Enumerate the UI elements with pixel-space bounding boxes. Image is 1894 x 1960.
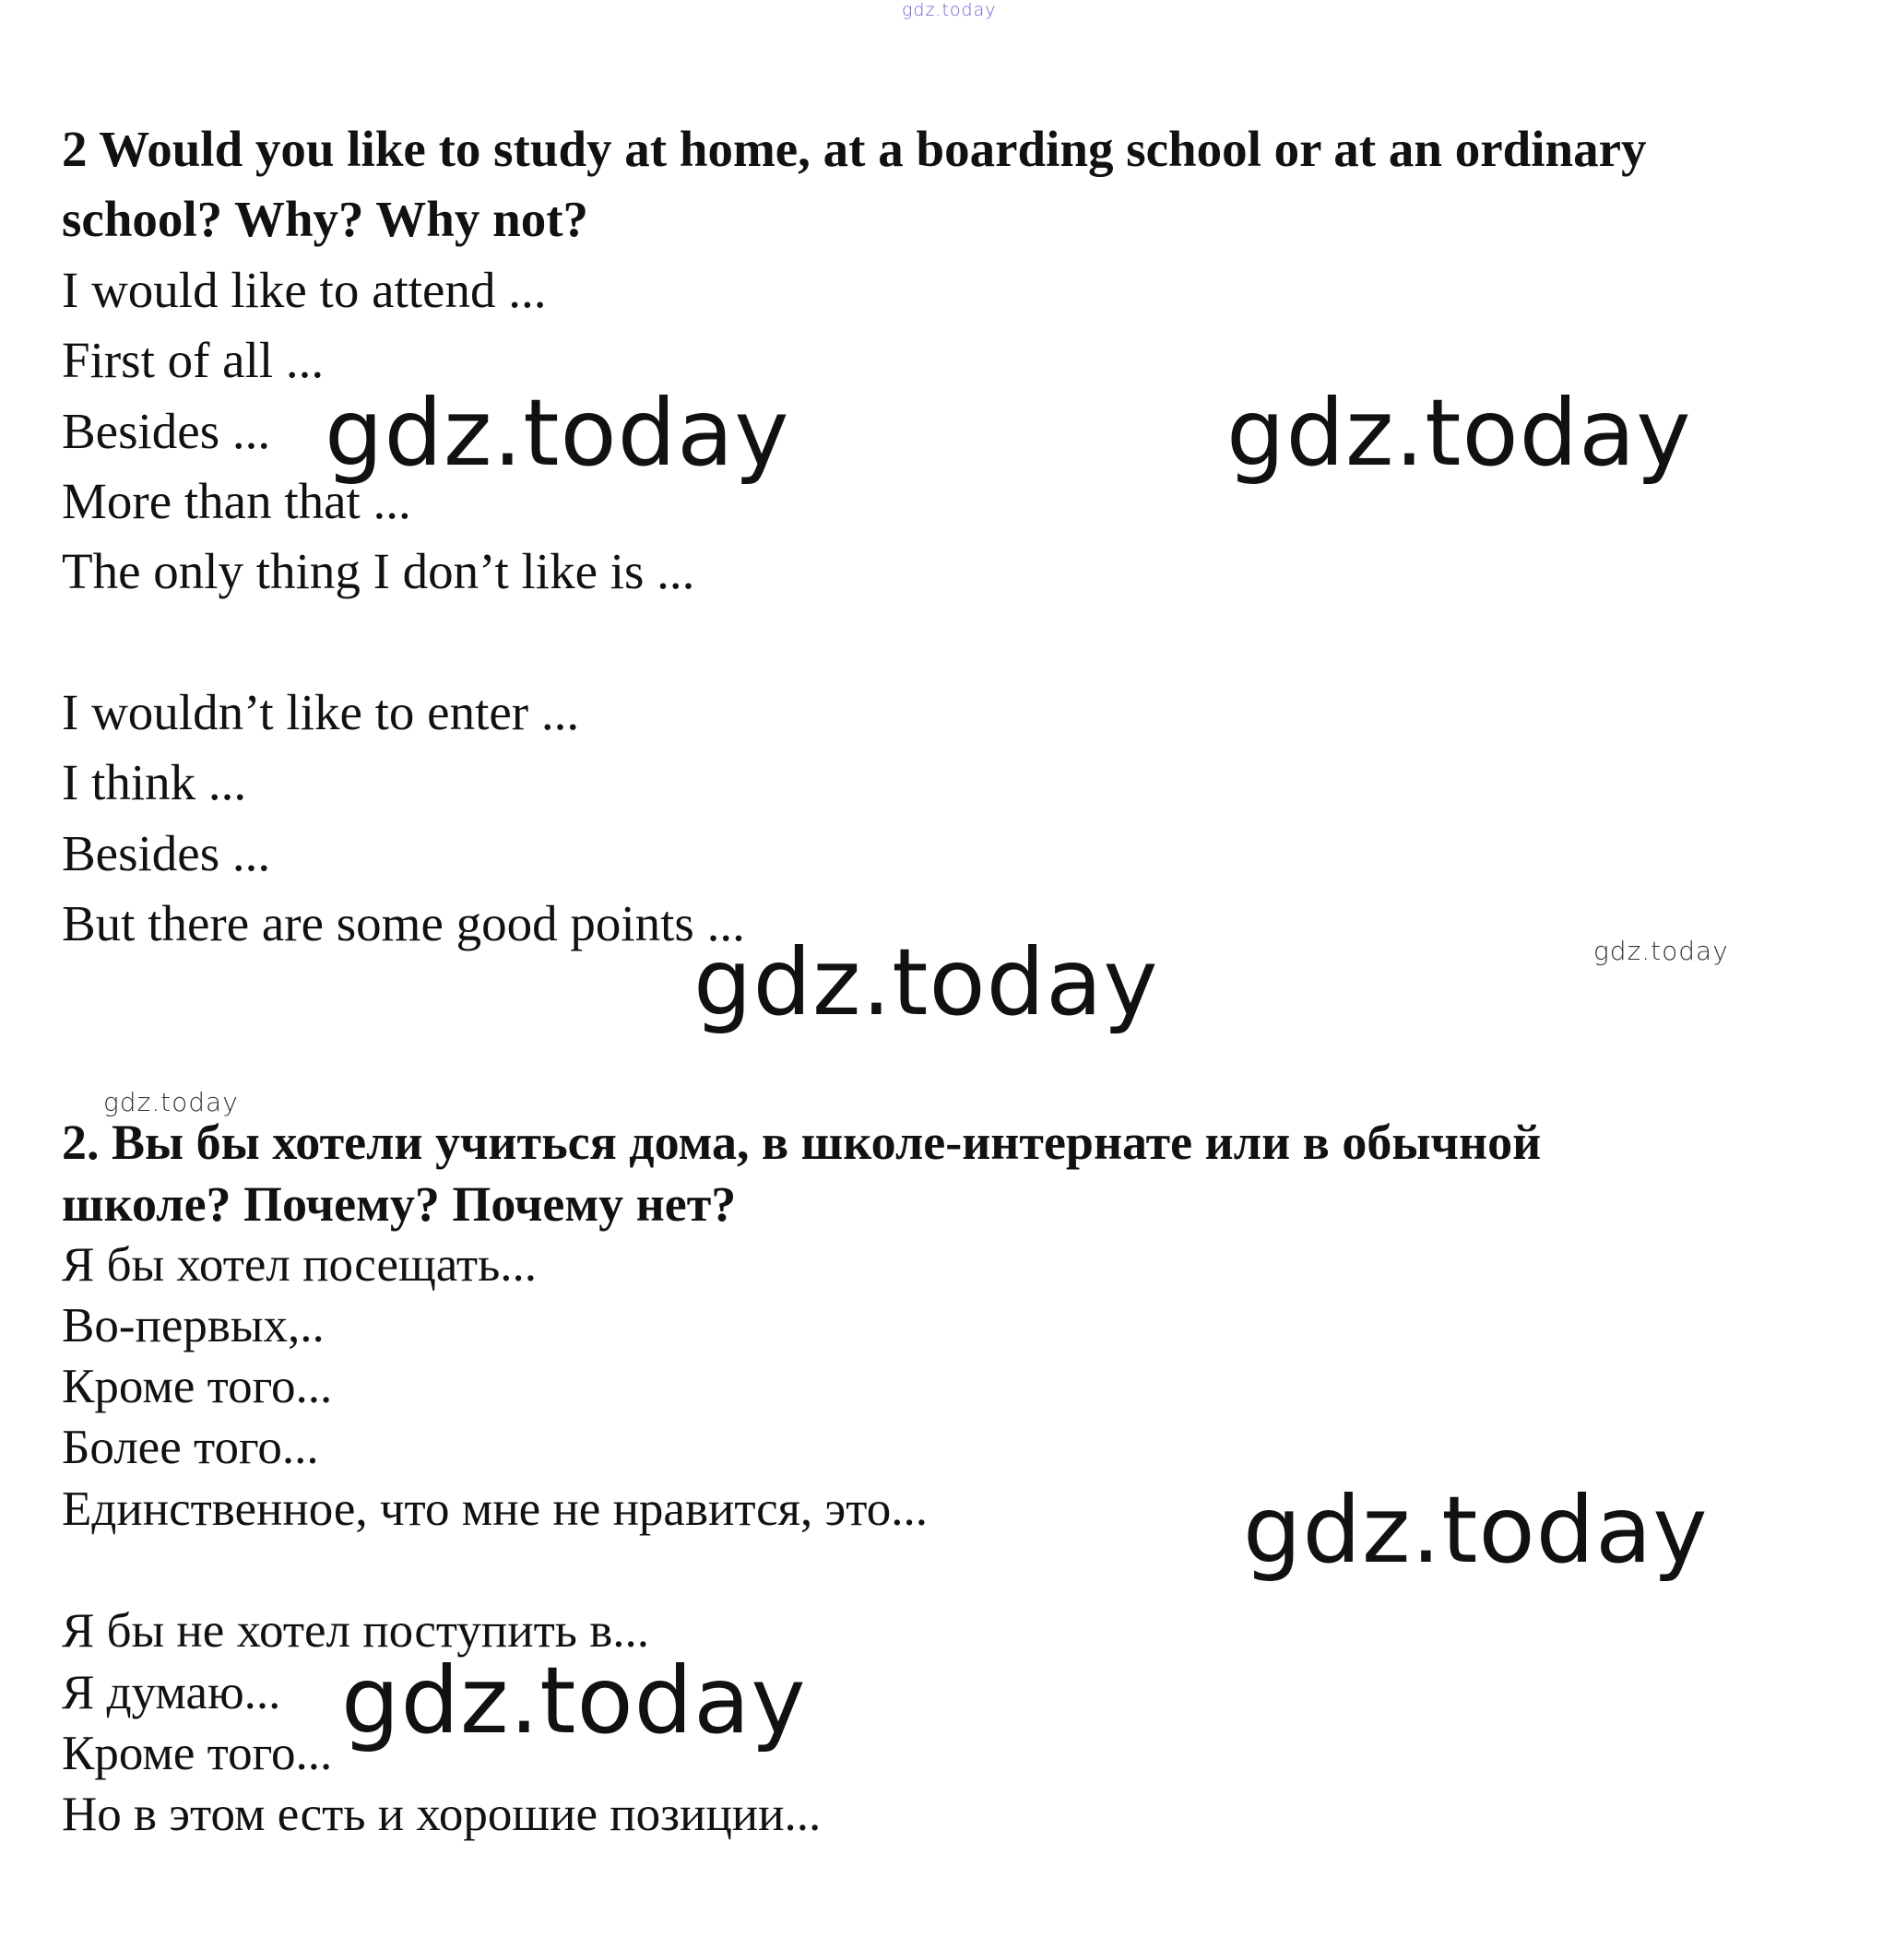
english-line: But there are some good points ...	[62, 895, 745, 951]
english-heading-line-2: school? Why? Why not?	[62, 191, 589, 247]
watermark: gdz.today	[693, 928, 1159, 1036]
english-heading-line-1: 2 Would you like to study at home, at a boarding school or at an ordinary	[62, 121, 1647, 177]
russian-line: Я бы хотел посещать...	[62, 1238, 538, 1292]
russian-heading-line-1: 2. Вы бы хотели учиться дома, в школе-интернате или в обычной	[62, 1115, 1542, 1170]
english-line: Besides ...	[62, 825, 271, 881]
english-line: More than that ...	[62, 473, 411, 529]
watermark-small: gdz.today	[1593, 936, 1729, 966]
russian-line: Я бы не хотел поступить в...	[62, 1604, 649, 1658]
watermark-top: gdz.today	[902, 0, 997, 20]
english-line: I would like to attend ...	[62, 262, 547, 318]
russian-line: Единственное, что мне не нравится, это...	[62, 1482, 929, 1536]
watermark: gdz.today	[341, 1647, 807, 1754]
english-line: The only thing I don’t like is ...	[62, 543, 695, 599]
russian-line: Более того...	[62, 1421, 319, 1474]
english-line: I think ...	[62, 754, 247, 810]
watermark: gdz.today	[1243, 1476, 1709, 1584]
english-line: I wouldn’t like to enter ...	[62, 684, 580, 740]
english-line: Besides ...	[62, 403, 271, 459]
russian-line: Во-первых,..	[62, 1299, 325, 1352]
russian-line: Кроме того...	[62, 1360, 333, 1413]
watermark: gdz.today	[325, 379, 790, 487]
watermark-small: gdz.today	[103, 1087, 239, 1117]
russian-line: Я думаю...	[62, 1666, 281, 1719]
english-line: First of all ...	[62, 332, 325, 388]
watermark: gdz.today	[1226, 379, 1692, 487]
russian-heading-line-2: школе? Почему? Почему нет?	[62, 1176, 737, 1232]
russian-line: Кроме того...	[62, 1727, 333, 1780]
russian-line: Но в этом есть и хорошие позиции...	[62, 1788, 822, 1841]
